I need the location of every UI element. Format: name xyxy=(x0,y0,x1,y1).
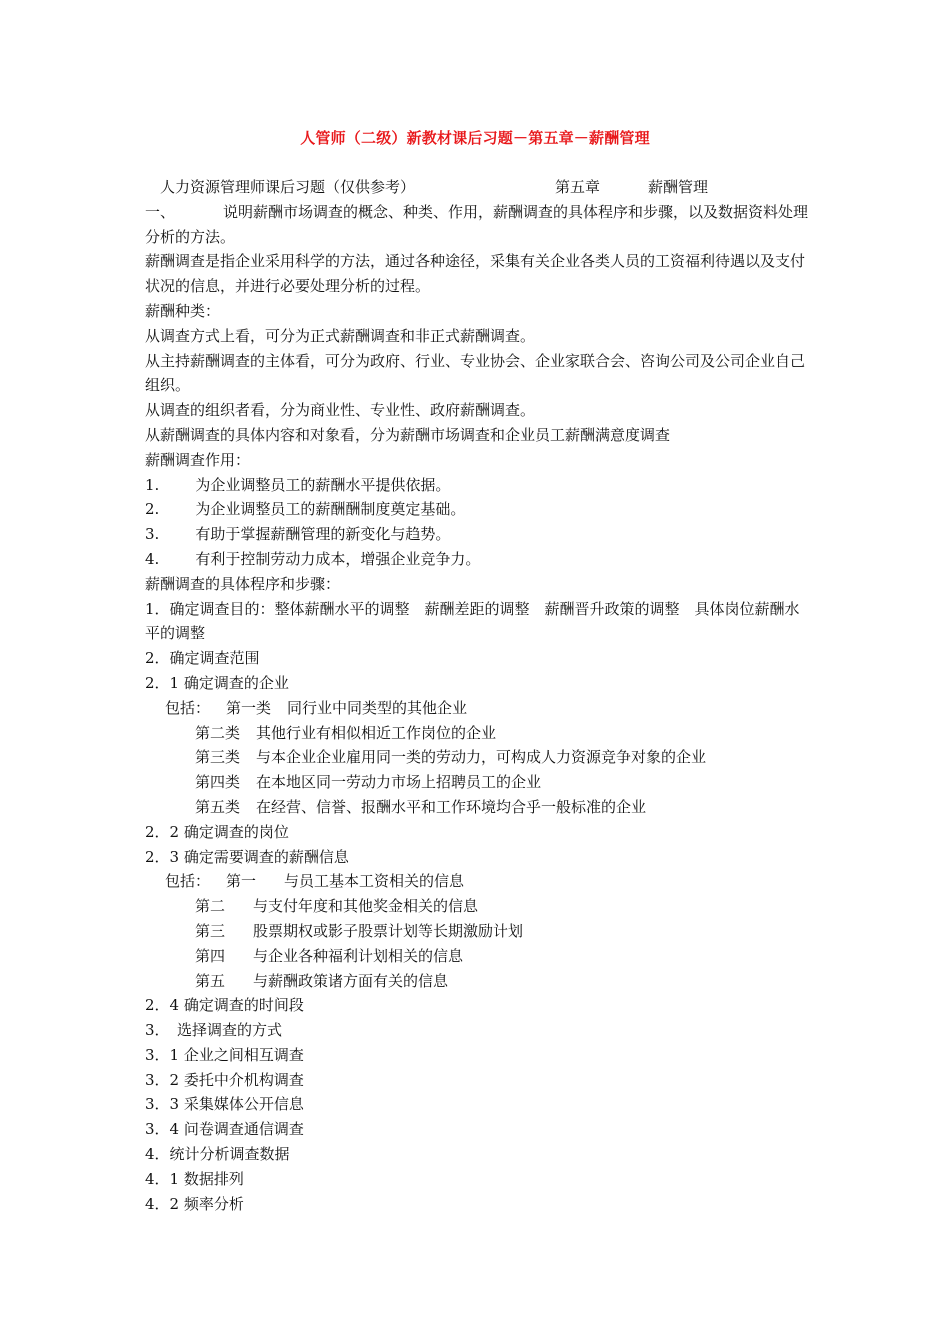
category-line xyxy=(145,770,810,795)
include-line xyxy=(145,696,810,721)
category-label: 第二类 xyxy=(195,723,241,742)
role-number: 3. xyxy=(145,525,160,544)
info-line xyxy=(145,944,810,969)
info-line xyxy=(145,969,810,994)
category-text: 与本企业企业雇用同一类的劳动力，可构成人力资源竞争对象的企业 xyxy=(256,748,707,767)
category-text: 在经营、信誉、报酬水平和工作环境均合乎一般标准的企业 xyxy=(256,797,647,816)
role-number: 2. xyxy=(145,500,160,519)
info-line xyxy=(145,919,810,944)
role-item xyxy=(145,473,810,498)
category-text: 在本地区同一劳动力市场上招聘员工的企业 xyxy=(256,773,542,792)
category-label: 第三类 xyxy=(195,748,241,767)
step-item: 3．4 问卷调查通信调查 xyxy=(145,1120,304,1139)
header-topic: 薪酬管理 xyxy=(648,178,709,196)
category-label: 第四类 xyxy=(195,773,241,792)
info-text: 与员工基本工资相关的信息 xyxy=(284,872,465,891)
step-item: 2．3 确定需要调查的薪酬信息 xyxy=(145,847,349,866)
category-line xyxy=(145,795,810,820)
role-text: 有助于掌握薪酬管理的新变化与趋势。 xyxy=(195,525,451,544)
category-line xyxy=(145,721,810,746)
include-line xyxy=(145,869,810,894)
info-label: 第五 xyxy=(195,971,226,990)
category-line xyxy=(145,745,810,770)
role-item xyxy=(145,547,810,572)
info-text: 股票期权或影子股票计划等长期激励计划 xyxy=(253,921,524,940)
steps-heading: 薪酬调查的具体程序和步骤： xyxy=(145,574,341,593)
info-line xyxy=(145,894,810,919)
step-item: 4．1 数据排列 xyxy=(145,1169,244,1188)
info-label: 第四 xyxy=(195,946,226,965)
step-item: 3．2 委托中介机构调查 xyxy=(145,1070,304,1089)
type-item: 从主持薪酬调查的主体看，可分为政府、行业、专业协会、企业家联合会、咨询公司及公司企业自己组织。 xyxy=(145,351,806,395)
question-1 xyxy=(145,200,810,250)
step-item: 3． 选择调查的方式 xyxy=(145,1021,283,1040)
include-label: 包括： xyxy=(165,698,211,717)
header-left: 人力资源管理师课后习题（仅供参考） xyxy=(160,178,416,196)
info-label: 第一 xyxy=(226,872,257,891)
step-item: 2．2 确定调查的岗位 xyxy=(145,822,289,841)
step-item: 2．4 确定调查的时间段 xyxy=(145,996,304,1015)
role-text: 有利于控制劳动力成本，增强企业竞争力。 xyxy=(195,549,481,568)
step-item: 4．统计分析调查数据 xyxy=(145,1145,290,1164)
step-item: 4．2 频率分析 xyxy=(145,1194,244,1213)
question-number: 一、 xyxy=(145,202,176,221)
step-item: 1．确定调查目的：整体薪酬水平的调整 薪酬差距的调整 薪酬晋升政策的调整 具体岗位薪酬水平的调整 xyxy=(145,599,800,643)
step-item: 3．3 采集媒体公开信息 xyxy=(145,1095,304,1114)
header-chapter: 第五章 xyxy=(555,178,601,196)
role-item xyxy=(145,497,810,522)
role-item xyxy=(145,522,810,547)
step-item: 3．1 企业之间相互调查 xyxy=(145,1045,304,1064)
info-label: 第二 xyxy=(195,897,226,916)
role-text: 为企业调整员工的薪酬水平提供依据。 xyxy=(195,475,451,494)
info-text: 与企业各种福利计划相关的信息 xyxy=(253,946,464,965)
types-heading: 薪酬种类： xyxy=(145,301,221,320)
step-item: 2．确定调查范围 xyxy=(145,649,260,668)
document-body xyxy=(145,175,810,1216)
role-number: 1. xyxy=(145,475,160,494)
type-item: 从调查方式上看，可分为正式薪酬调查和非正式薪酬调查。 xyxy=(145,326,536,345)
step-item: 2．1 确定调查的企业 xyxy=(145,673,289,692)
category-label: 第五类 xyxy=(195,797,241,816)
roles-heading: 薪酬调查作用： xyxy=(145,450,251,469)
category-text: 同行业中同类型的其他企业 xyxy=(287,698,468,717)
info-text: 与支付年度和其他奖金相关的信息 xyxy=(253,897,479,916)
info-label: 第三 xyxy=(195,921,226,940)
definition-paragraph: 薪酬调查是指企业采用科学的方法，通过各种途径，采集有关企业各类人员的工资福利待遇以及支付状况的信息，并进行必要处理分析的过程。 xyxy=(145,252,806,296)
document-title: 人管师（二级）新教材课后习题－第五章－薪酬管理 xyxy=(300,129,650,147)
type-item: 从调查的组织者看，分为商业性、专业性、政府薪酬调查。 xyxy=(145,401,536,420)
role-number: 4. xyxy=(145,549,160,568)
header-line xyxy=(145,175,810,200)
include-label: 包括： xyxy=(165,872,211,891)
category-text: 其他行业有相似相近工作岗位的企业 xyxy=(256,723,497,742)
type-item: 从薪酬调查的具体内容和对象看，分为薪酬市场调查和企业员工薪酬满意度调查 xyxy=(145,425,671,444)
info-text: 与薪酬政策诸方面有关的信息 xyxy=(253,971,449,990)
question-text: 说明薪酬市场调查的概念、种类、作用，薪酬调查的具体程序和步骤，以及数据资料处理分析的方法。 xyxy=(145,202,809,246)
category-label: 第一类 xyxy=(226,698,272,717)
role-text: 为企业调整员工的薪酬酬制度奠定基础。 xyxy=(195,500,466,519)
